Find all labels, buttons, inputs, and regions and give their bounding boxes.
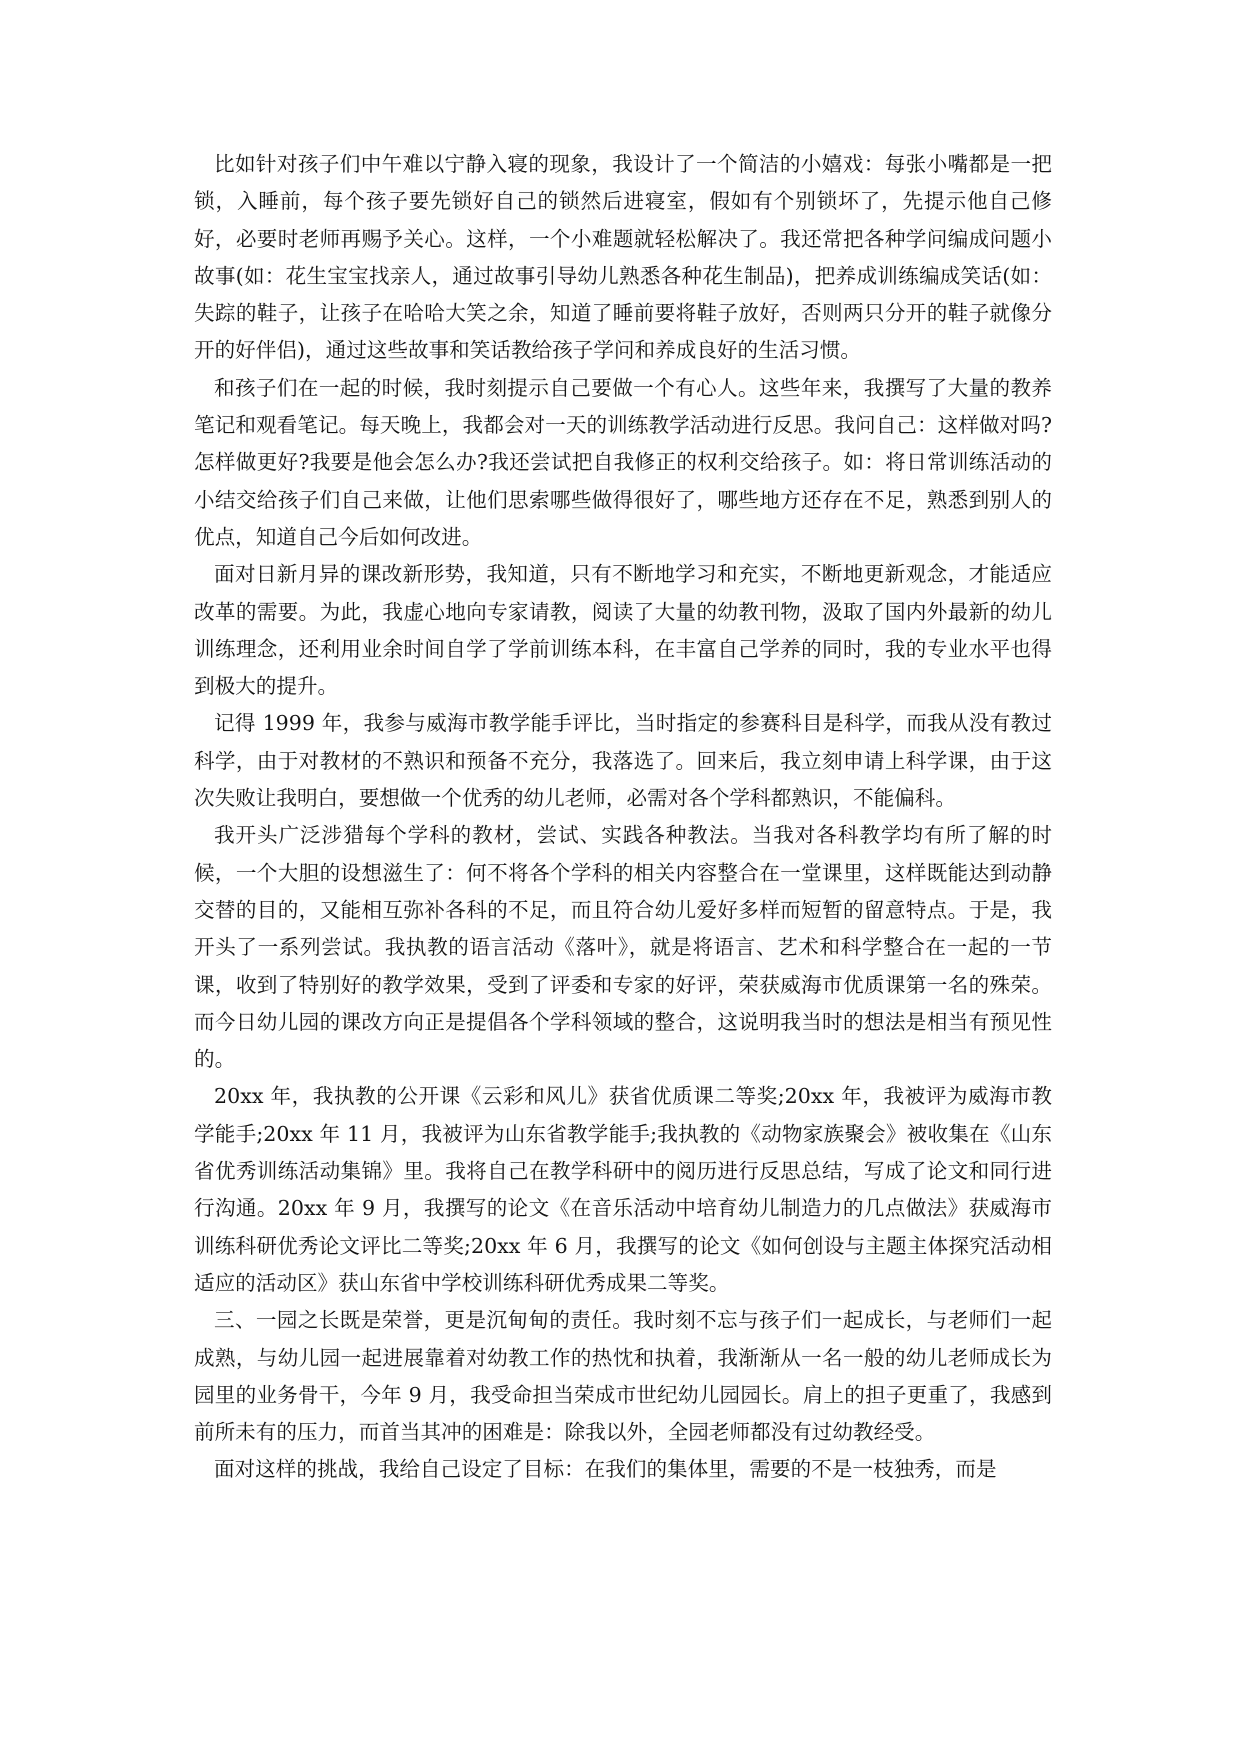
paragraph: 三、一园之长既是荣誉，更是沉甸甸的责任。我时刻不忘与孩子们一起成长，与老师们一起成熟，与幼儿园一起进展靠着对幼教工作的热忱和执着，我渐渐从一名一般的幼儿老师成长为园里的业务骨干，今年 9 月，我受命担当荣成市世纪幼儿园园长。肩上的担子更重了，我感到前所未有的压力，而首当其冲的困难是：除我以外，全园老师都没有过幼教经受。 — [194, 1308, 1052, 1445]
document-body — [194, 146, 1052, 1489]
paragraph: 我开头广泛涉猎每个学科的教材，尝试、实践各种教法。当我对各科教学均有所了解的时候，一个大胆的设想滋生了：何不将各个学科的相关内容整合在一堂课里，这样既能达到动静交替的目的，又能相互弥补各科的不足，而且符合幼儿爱好多样而短暂的留意特点。于是，我开头了一系列尝试。我执教的语言活动《落叶》，就是将语言、艺术和科学整合在一起的一节课，收到了特别好的教学效果，受到了评委和专家的好评，荣获威海市优质课第一名的殊荣。而今日幼儿园的课改方向正是提倡各个学科领域的整合，这说明我当时的想法是相当有预见性的。 — [194, 823, 1052, 1072]
paragraph: 面对日新月异的课改新形势，我知道，只有不断地学习和充实，不断地更新观念，才能适应改革的需要。为此，我虚心地向专家请教，阅读了大量的幼教刊物，汲取了国内外最新的幼儿训练理念，还利用业余时间自学了学前训练本科，在丰富自己学养的同时，我的专业水平也得到极大的提升。 — [194, 562, 1052, 699]
paragraph: 记得 1999 年，我参与威海市教学能手评比，当时指定的参赛科目是科学，而我从没有教过科学，由于对教材的不熟识和预备不充分，我落选了。回来后，我立刻申请上科学课，由于这次失败让我明白，要想做一个优秀的幼儿老师，必需对各个学科都熟识，不能偏科。 — [194, 711, 1052, 811]
paragraph: 和孩子们在一起的时候，我时刻提示自己要做一个有心人。这些年来，我撰写了大量的教养笔记和观看笔记。每天晚上，我都会对一天的训练教学活动进行反思。我问自己：这样做对吗?怎样做更好?我要是他会怎么办?我还尝试把自我修正的权利交给孩子。如：将日常训练活动的小结交给孩子们自己来做，让他们思索哪些做得很好了，哪些地方还存在不足，熟悉到别人的优点，知道自己今后如何改进。 — [194, 375, 1052, 549]
paragraph: 比如针对孩子们中午难以宁静入寝的现象，我设计了一个简洁的小嬉戏：每张小嘴都是一把锁，入睡前，每个孩子要先锁好自己的锁然后进寝室，假如有个别锁坏了，先提示他自己修好，必要时老师再赐予关心。这样，一个小难题就轻松解决了。我还常把各种学问编成问题小故事(如：花生宝宝找亲人，通过故事引导幼儿熟悉各种花生制品)，把养成训练编成笑话(如：失踪的鞋子，让孩子在哈哈大笑之余，知道了睡前要将鞋子放好，否则两只分开的鞋子就像分开的好伴侣)，通过这些故事和笑话教给孩子学问和养成良好的生活习惯。 — [194, 152, 1052, 363]
paragraph: 面对这样的挑战，我给自己设定了目标：在我们的集体里，需要的不是一枝独秀，而是 — [214, 1457, 997, 1482]
paragraph: 20xx 年，我执教的公开课《云彩和风儿》获省优质课二等奖;20xx 年，我被评为威海市教学能手;20xx 年 11 月，我被评为山东省教学能手;我执教的《动物家族聚会》被收集在《山东省优秀训练活动集锦》里。我将自己在教学科研中的阅历进行反思总结，写成了论文和同行进行沟通。20xx 年 9 月，我撰写的论文《在音乐活动中培育幼儿制造力的几点做法》获威海市训练科研优秀论文评比二等奖;20xx 年 6 月，我撰写的论文《如何创设与主题主体探究活动相适应的活动区》获山东省中学校训练科研优秀成果二等奖。 — [194, 1084, 1052, 1295]
